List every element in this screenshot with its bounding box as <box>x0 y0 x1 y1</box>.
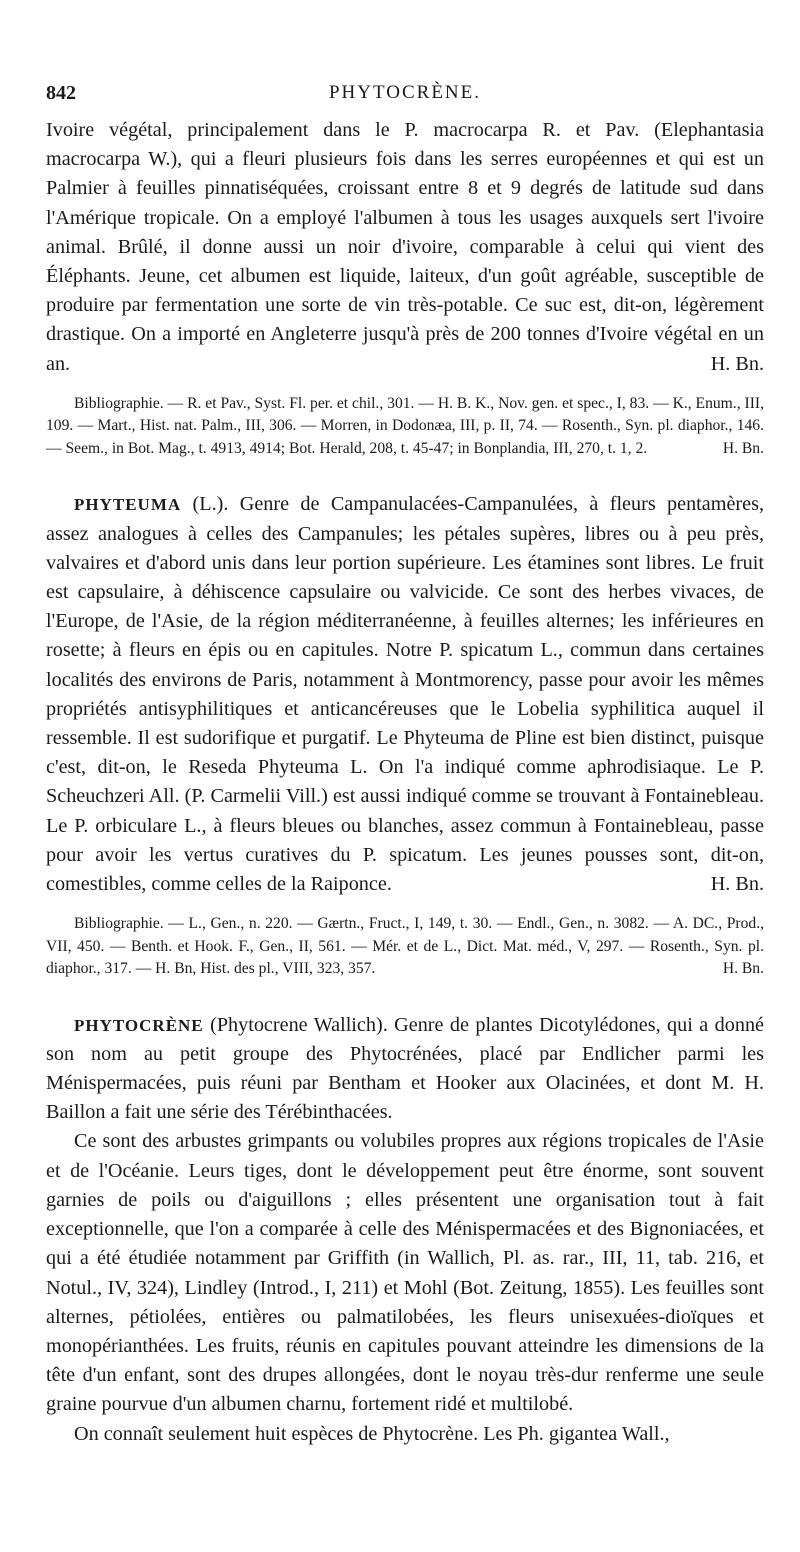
phyteuma-headword: PHYTEUMA <box>74 495 182 515</box>
ivoire-section <box>46 116 764 379</box>
page-header <box>46 82 764 116</box>
ivoire-signature: H. Bn. <box>710 352 764 375</box>
bibliography-1-signature: H. Bn. <box>722 439 764 457</box>
ivoire-paragraph <box>46 116 764 379</box>
bibliography-2 <box>46 913 764 981</box>
page-number: 842 <box>46 82 76 104</box>
phytocrene-paragraph-3: On connaît seulement huit espèces de Phytocrène. Les Ph. gigantea Wall., <box>74 1422 670 1445</box>
bibliography-1-text-block <box>46 393 764 461</box>
running-title: PHYTOCRÈNE. <box>328 82 482 103</box>
phytocrene-entry <box>46 1011 764 1449</box>
ivoire-text: Ivoire végétal, principalement dans le P. macrocarpa R. et Pav. (Elephantasia macrocarpa W.), qui a fleuri plusieurs fois dans les serres européennes et qui est un Palmier à feuilles pinnatiséquées, croissant entre 8 et 9 degrés de latitude sud dans l'Amérique tropicale. On a employé l'albumen à tous les usages auxquels sert l'ivoire animal. Brûlé, il donne aussi un noir d'ivoire, comparable à celui qui vient des Éléphants. Jeune, cet albumen est liquide, laiteux, d'un goût agréable, susceptible de produire par fermentation une sorte de vin très-potable. Ce suc est, dit-on, légèrement drastique. On a importé en Angleterre jusqu'à près de 200 tonnes d'Ivoire végétal en un an. <box>46 119 764 375</box>
phyteuma-entry <box>46 490 764 899</box>
phyteuma-text: (L.). Genre de Campanulacées-Campanulées, à fleurs pentamères, assez analogues à celles des Campanules; les pétales supères, libres ou à peu près, valvaires et d'abord unis dans leur portion supérieure. Les étamines sont libres. Le fruit est capsulaire, à déhiscence capsulaire ou valvicide. Ce sont des herbes vivaces, de l'Europe, de l'Asie, de la région méditerranéenne, à feuilles alternes; les inférieures en rosette; à fleurs en épis ou en capitules. Notre P. spicatum L., commun dans certaines localités des environs de Paris, notamment à Montmorency, passe pour avoir les mêmes propriétés antisyphilitiques et anticancéreuses que le Lobelia syphilitica auquel il ressemble. Il est sudorifique et purgatif. Le Phyteuma de Pline est bien distinct, puisque c'est, dit-on, le Reseda Phyteuma L. On l'a indiqué comme aphrodisiaque. Le P. Scheuchzeri All. (P. Carmelii Vill.) est aussi indiqué comme se trouvant à Fontainebleau. Le P. orbiculare L., à fleurs bleues ou blanches, assez commun à Fontainebleau, passe pour avoir les vertus curatives du P. spicatum. Les jeunes pousses sont, dit-on, comestibles, comme celles de la Raiponce. <box>46 493 765 895</box>
phyteuma-paragraph <box>46 490 764 899</box>
bibliography-1 <box>46 393 764 461</box>
phytocrene-text-1: (Phytocrene Wallich). Genre de plantes Dicotylédones, qui a donné son nom au petit groupe des Phytocrénées, placé par Endlicher parmi les Ménispermacées, puis réuni par Bentham et Hooker aux Olacinées, et dont M. H. Baillon a fait une série des Térébinthacées. <box>46 1013 765 1124</box>
bibliography-1-text: Bibliographie. — R. et Pav., Syst. Fl. per. et chil., 301. — H. B. K., Nov. gen. et spec., I, 83. — K., Enum., III, 109. — Mart., Hist. nat. Palm., III, 306. — Morren, in Dodonæa, III, p. II, 74. — Rosenth., Syn. pl. diaphor., 146. — Seem., in Bot. Mag., t. 4913, 4914; Bot. Herald, 208, t. 45-47; in Bonplandia, III, 270, t. 1, 2. <box>46 394 764 457</box>
phytocrene-paragraph-2: Ce sont des arbustes grimpants ou volubiles propres aux régions tropicales de l'Asie et de l'Océanie. Leurs tiges, dont le développement peut être énorme, sont souvent garnies de poils ou d'aiguillons ; elles présentent une organisation tout à fait exceptionnelle, que l'on a comparée à celle des Ménispermacées et des Bignoniacées, et qui a été étudiée notamment par Griffith (in Wallich, Pl. as. rar., III, 11, tab. 216, et Notul., IV, 324), Lindley (Introd., I, 211) et Mohl (Bot. Zeitung, 1855). Les feuilles sont alternes, pétiolées, entières ou palmatilobées, les fleurs unisexuées-dioïques et monopérianthées. Les fruits, réunis en capitules pouvant atteindre les dimensions de la tête d'un enfant, sont des drupes allongées, dont le noyau très-dur renferme une seule graine pourvue d'un albumen charnu, fortement ridé et multilobé. <box>46 1130 764 1416</box>
phyteuma-signature: H. Bn. <box>710 872 764 895</box>
bibliography-2-text-block <box>46 913 764 981</box>
phytocrene-headword: PHYTOCRÈNE <box>74 1015 204 1035</box>
phytocrene-paragraph-1 <box>46 1011 764 1128</box>
bibliography-2-signature: H. Bn. <box>722 960 764 978</box>
bibliography-2-text: Bibliographie. — L., Gen., n. 220. — Gærtn., Fruct., I, 149, t. 30. — Endl., Gen., n. 3082. — A. DC., Prod., VII, 450. — Benth. et Hook. F., Gen., II, 561. — Mér. et de L., Dict. Mat. méd., V, 297. — Rosenth., Syn. pl. diaphor., 317. — H. Bn, Hist. des pl., VIII, 323, 357. <box>46 915 764 978</box>
